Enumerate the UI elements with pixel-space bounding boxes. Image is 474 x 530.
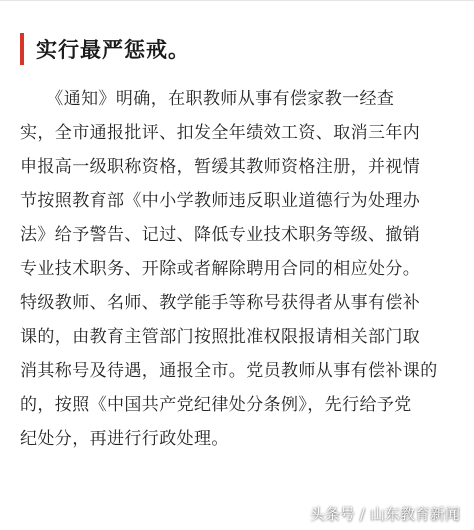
source-watermark (310, 503, 460, 524)
section-heading (20, 32, 190, 66)
body-line: 《通知》明确，在职教师从事有偿家教一经查 (20, 89, 395, 109)
body-line: 节按照教育部《中小学教师违反职业道德行为处理办 (20, 191, 421, 211)
watermark-platform: 头条号 (309, 505, 355, 523)
body-line: 专业技术职务、开除或者解除聘用合同的相应处分。 (20, 259, 421, 279)
body-line: 消其称号及待遇，通报全市。党员教师从事有偿补课的 (20, 361, 438, 381)
body-line: 课的，由教育主管部门按照批准权限报请相关部门取 (20, 327, 421, 347)
watermark-account: 山东教育新闻 (369, 505, 460, 523)
body-line: 申报高一级职称资格，暂缓其教师资格注册，并视情 (20, 157, 421, 177)
body-line: 的，按照《中国共产党纪律处分条例》，先行给予党 (20, 395, 412, 415)
heading-text: 实行最严惩戒。 (36, 38, 190, 62)
body-line: 法》给予警告、记过、降低专业技术职务等级、撤销 (20, 225, 421, 245)
watermark-separator: / (359, 504, 365, 523)
heading-accent-bar (20, 33, 24, 65)
body-line: 实，全市通报批评、扣发全年绩效工资、取消三年内 (20, 123, 421, 143)
top-divider (0, 0, 474, 1)
body-line: 纪处分，再进行行政处理。 (20, 429, 229, 449)
article-body (20, 82, 464, 456)
body-line: 特级教师、名师、教学能手等称号获得者从事有偿补 (20, 293, 421, 313)
